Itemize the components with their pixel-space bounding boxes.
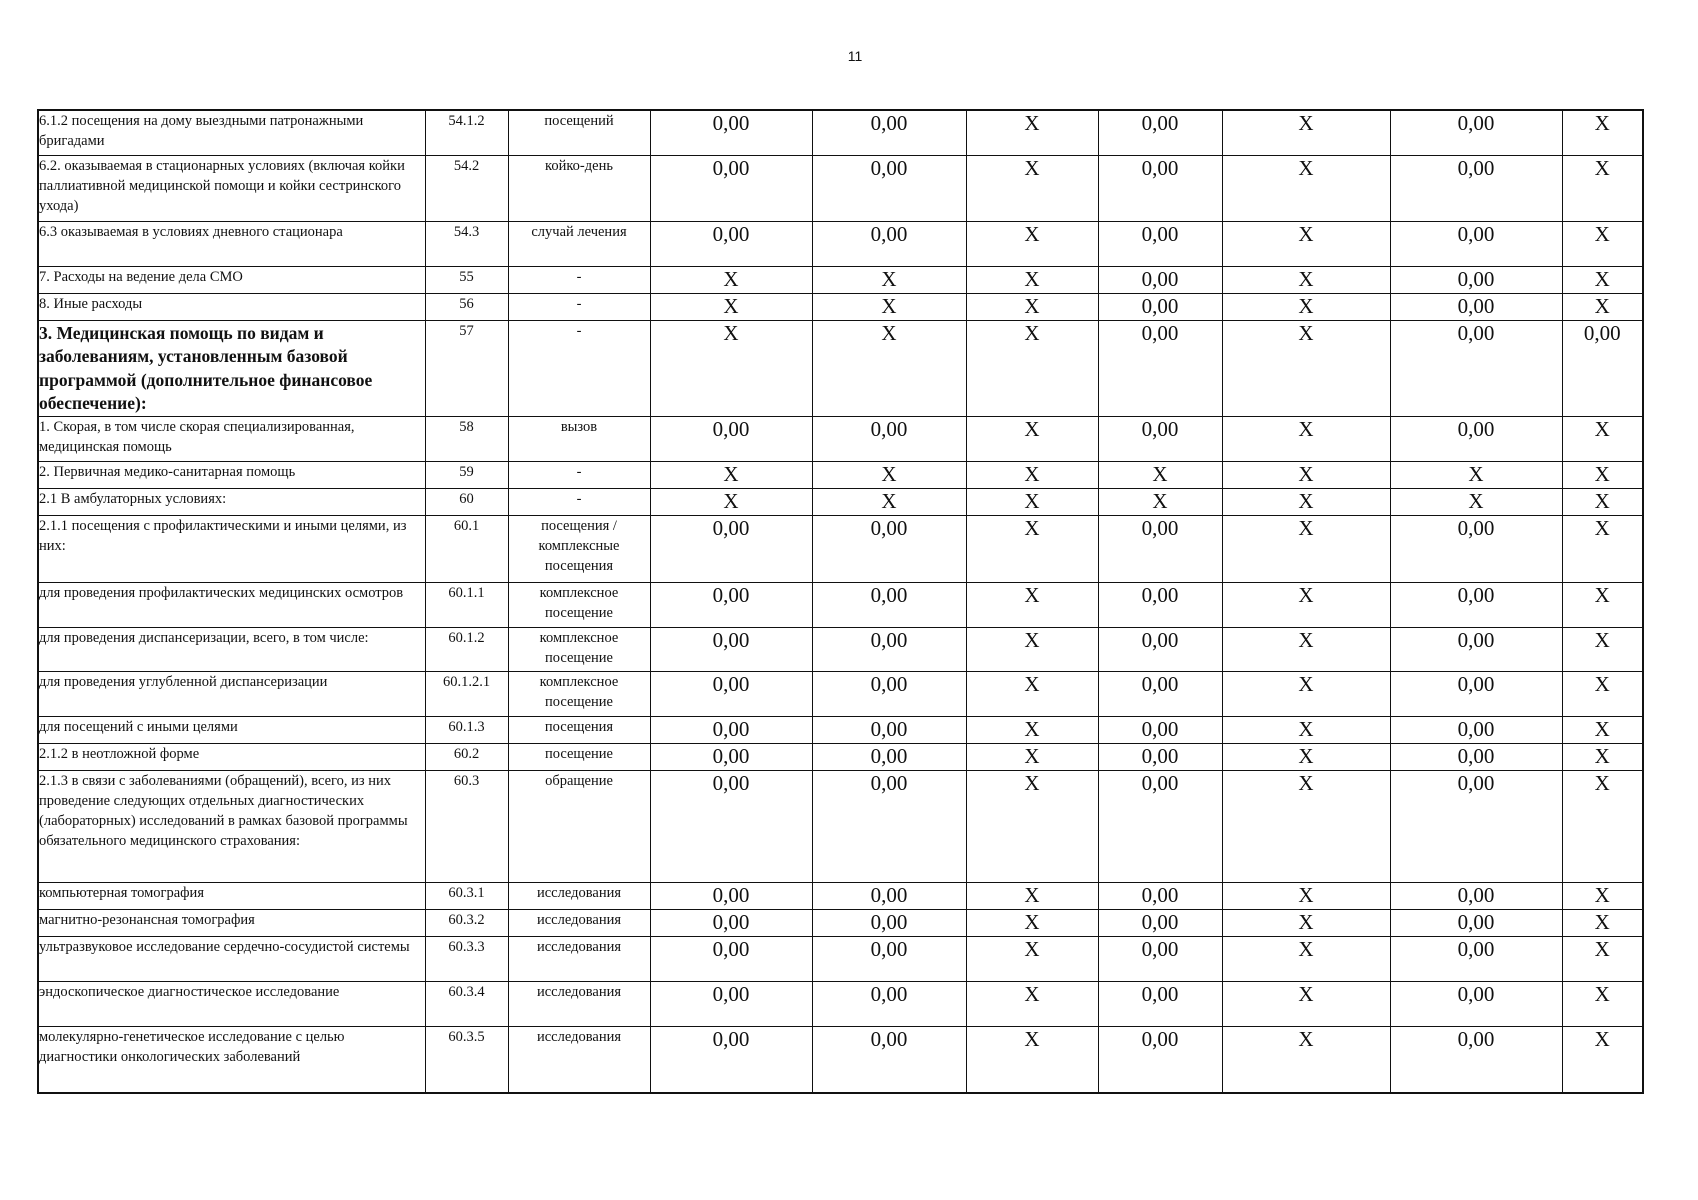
row-name-cell: 2. Первичная медико-санитарная помощь (38, 461, 425, 488)
row-unit-cell: комплексное посещение (508, 582, 650, 627)
row-value-cell: X (1562, 266, 1643, 293)
financing-table (37, 109, 1644, 1094)
row-code-cell: 54.1.2 (425, 110, 508, 155)
row-value-cell: X (1562, 293, 1643, 320)
row-value-cell: 0,00 (650, 671, 812, 716)
row-value-cell: 0,00 (1098, 293, 1222, 320)
row-value-cell: X (966, 155, 1098, 221)
row-name-cell: компьютерная томография (38, 882, 425, 909)
row-unit-cell: исследования (508, 909, 650, 936)
row-value-cell: 0,00 (1098, 221, 1222, 266)
row-value-cell: 0,00 (812, 416, 966, 461)
table-row (38, 293, 1643, 320)
row-name-cell: магнитно-резонансная томография (38, 909, 425, 936)
row-code-cell: 60.1.2.1 (425, 671, 508, 716)
row-value-cell: 0,00 (1390, 671, 1562, 716)
row-unit-cell: исследования (508, 936, 650, 981)
row-value-cell: X (1098, 488, 1222, 515)
row-value-cell: X (812, 293, 966, 320)
table-row (38, 461, 1643, 488)
row-value-cell: X (966, 981, 1098, 1026)
row-value-cell: 0,00 (650, 770, 812, 882)
row-value-cell: X (1222, 416, 1390, 461)
row-unit-cell: вызов (508, 416, 650, 461)
row-name-cell: 2.1.1 посещения с профилактическими и иными целями, из них: (38, 515, 425, 582)
row-code-cell: 60.3.2 (425, 909, 508, 936)
row-name-cell: 6.2. оказываемая в стационарных условиях (включая койки паллиативной медицинской помощи и койки сестринского ухода) (38, 155, 425, 221)
row-value-cell: 0,00 (1098, 320, 1222, 416)
row-value-cell: 0,00 (1098, 909, 1222, 936)
table-row (38, 488, 1643, 515)
row-value-cell: 0,00 (1390, 155, 1562, 221)
row-unit-cell: - (508, 293, 650, 320)
table-row (38, 743, 1643, 770)
table-row (38, 1026, 1643, 1093)
row-value-cell: 0,00 (1390, 582, 1562, 627)
row-code-cell: 60.1 (425, 515, 508, 582)
row-value-cell: 0,00 (1098, 743, 1222, 770)
row-value-cell: X (1222, 716, 1390, 743)
row-value-cell: X (966, 221, 1098, 266)
table-row (38, 320, 1643, 416)
table-row (38, 582, 1643, 627)
row-unit-cell: исследования (508, 981, 650, 1026)
row-value-cell: X (1098, 461, 1222, 488)
row-unit-cell: - (508, 488, 650, 515)
row-value-cell: 0,00 (812, 1026, 966, 1093)
row-value-cell: X (966, 461, 1098, 488)
row-value-cell: X (1562, 882, 1643, 909)
row-value-cell: 0,00 (812, 936, 966, 981)
row-value-cell: X (812, 320, 966, 416)
table-row (38, 221, 1643, 266)
row-value-cell: X (966, 909, 1098, 936)
row-value-cell: 0,00 (650, 1026, 812, 1093)
row-value-cell: 0,00 (1098, 416, 1222, 461)
row-value-cell: X (1222, 293, 1390, 320)
row-value-cell: 0,00 (1098, 155, 1222, 221)
row-value-cell: X (1562, 770, 1643, 882)
table-body (38, 110, 1643, 1093)
row-name-cell: для проведения профилактических медицинских осмотров (38, 582, 425, 627)
row-code-cell: 54.3 (425, 221, 508, 266)
row-value-cell: 0,00 (650, 515, 812, 582)
row-unit-cell: исследования (508, 1026, 650, 1093)
row-code-cell: 60.3 (425, 770, 508, 882)
row-value-cell: X (1562, 909, 1643, 936)
row-name-cell: молекулярно-генетическое исследование с целью диагностики онкологических заболеваний (38, 1026, 425, 1093)
row-value-cell: X (1222, 488, 1390, 515)
row-value-cell: X (1390, 488, 1562, 515)
row-value-cell: 0,00 (1098, 627, 1222, 671)
row-value-cell: 0,00 (650, 221, 812, 266)
row-value-cell: X (1222, 909, 1390, 936)
row-value-cell: 0,00 (1390, 266, 1562, 293)
row-value-cell: X (650, 461, 812, 488)
row-value-cell: X (1562, 627, 1643, 671)
row-value-cell: X (812, 266, 966, 293)
row-value-cell: X (1562, 461, 1643, 488)
row-value-cell: 0,00 (1390, 981, 1562, 1026)
row-value-cell: X (1222, 743, 1390, 770)
row-value-cell: 0,00 (1390, 515, 1562, 582)
row-value-cell: X (966, 582, 1098, 627)
row-value-cell: X (812, 488, 966, 515)
row-value-cell: X (1222, 936, 1390, 981)
row-value-cell: X (966, 110, 1098, 155)
row-name-cell: 8. Иные расходы (38, 293, 425, 320)
row-value-cell: X (966, 1026, 1098, 1093)
row-value-cell: X (1222, 110, 1390, 155)
row-value-cell: X (1562, 488, 1643, 515)
row-code-cell: 58 (425, 416, 508, 461)
row-value-cell: X (1562, 582, 1643, 627)
row-name-cell: 1. Скорая, в том числе скорая специализированная, медицинская помощь (38, 416, 425, 461)
row-name-cell: для проведения углубленной диспансеризации (38, 671, 425, 716)
row-unit-cell: исследования (508, 882, 650, 909)
row-value-cell: X (1562, 1026, 1643, 1093)
row-value-cell: 0,00 (812, 221, 966, 266)
row-value-cell: X (1562, 221, 1643, 266)
row-name-cell: ультразвуковое исследование сердечно-сосудистой системы (38, 936, 425, 981)
row-value-cell: 0,00 (1098, 582, 1222, 627)
table-row (38, 770, 1643, 882)
row-value-cell: 0,00 (812, 582, 966, 627)
row-value-cell: X (1222, 981, 1390, 1026)
table-row (38, 981, 1643, 1026)
row-code-cell: 60.1.2 (425, 627, 508, 671)
row-code-cell: 60.1.3 (425, 716, 508, 743)
row-code-cell: 60.3.3 (425, 936, 508, 981)
row-value-cell: X (966, 671, 1098, 716)
row-value-cell: X (966, 293, 1098, 320)
row-name-cell: 3. Медицинская помощь по видам и заболеваниям, установленным базовой программой (дополнительное финансовое обеспечение): (38, 320, 425, 416)
row-value-cell: X (1562, 981, 1643, 1026)
row-unit-cell: - (508, 266, 650, 293)
row-value-cell: X (1222, 266, 1390, 293)
row-value-cell: 0,00 (1390, 627, 1562, 671)
row-value-cell: X (650, 293, 812, 320)
row-value-cell: 0,00 (650, 110, 812, 155)
row-code-cell: 60.3.5 (425, 1026, 508, 1093)
row-value-cell: 0,00 (812, 882, 966, 909)
row-value-cell: 0,00 (1098, 981, 1222, 1026)
row-value-cell: 0,00 (1390, 320, 1562, 416)
row-value-cell: 0,00 (1098, 110, 1222, 155)
row-code-cell: 60.3.4 (425, 981, 508, 1026)
row-code-cell: 59 (425, 461, 508, 488)
row-value-cell: X (1222, 155, 1390, 221)
row-unit-cell: койко-день (508, 155, 650, 221)
row-name-cell: 6.1.2 посещения на дому выездными патронажными бригадами (38, 110, 425, 155)
row-value-cell: 0,00 (1098, 716, 1222, 743)
row-value-cell: 0,00 (1098, 671, 1222, 716)
table-row (38, 882, 1643, 909)
row-value-cell: 0,00 (1390, 221, 1562, 266)
row-value-cell: X (1562, 155, 1643, 221)
row-unit-cell: - (508, 320, 650, 416)
row-unit-cell: случай лечения (508, 221, 650, 266)
row-code-cell: 60.3.1 (425, 882, 508, 909)
row-value-cell: 0,00 (1390, 110, 1562, 155)
row-value-cell: 0,00 (1390, 909, 1562, 936)
row-value-cell: X (966, 936, 1098, 981)
row-value-cell: 0,00 (1098, 515, 1222, 582)
row-value-cell: X (1222, 461, 1390, 488)
row-value-cell: 0,00 (1390, 1026, 1562, 1093)
row-value-cell: X (966, 320, 1098, 416)
row-value-cell: 0,00 (812, 770, 966, 882)
row-value-cell: X (966, 488, 1098, 515)
row-value-cell: 0,00 (1390, 770, 1562, 882)
row-value-cell: 0,00 (812, 155, 966, 221)
row-value-cell: 0,00 (812, 981, 966, 1026)
row-value-cell: X (966, 515, 1098, 582)
row-value-cell: 0,00 (650, 909, 812, 936)
row-value-cell: X (1562, 515, 1643, 582)
row-code-cell: 54.2 (425, 155, 508, 221)
row-code-cell: 60 (425, 488, 508, 515)
row-value-cell: 0,00 (1390, 416, 1562, 461)
row-value-cell: X (650, 320, 812, 416)
row-value-cell: 0,00 (812, 671, 966, 716)
row-unit-cell: посещения (508, 716, 650, 743)
row-value-cell: 0,00 (812, 627, 966, 671)
table-row (38, 716, 1643, 743)
row-unit-cell: посещения / комплексные посещения (508, 515, 650, 582)
row-value-cell: 0,00 (1098, 770, 1222, 882)
row-value-cell: X (1390, 461, 1562, 488)
row-code-cell: 56 (425, 293, 508, 320)
row-unit-cell: комплексное посещение (508, 627, 650, 671)
table-row (38, 936, 1643, 981)
row-value-cell: 0,00 (650, 716, 812, 743)
row-value-cell: 0,00 (812, 110, 966, 155)
table-row (38, 155, 1643, 221)
row-value-cell: 0,00 (650, 936, 812, 981)
row-value-cell: X (966, 882, 1098, 909)
row-value-cell: X (1222, 882, 1390, 909)
row-unit-cell: обращение (508, 770, 650, 882)
row-value-cell: 0,00 (650, 416, 812, 461)
table-row (38, 909, 1643, 936)
row-code-cell: 60.1.1 (425, 582, 508, 627)
row-name-cell: для проведения диспансеризации, всего, в том числе: (38, 627, 425, 671)
row-value-cell: X (1222, 221, 1390, 266)
row-value-cell: X (966, 716, 1098, 743)
row-value-cell: 0,00 (1390, 882, 1562, 909)
table-row (38, 671, 1643, 716)
row-name-cell: 2.1.3 в связи с заболеваниями (обращений), всего, из них проведение следующих отдельных диагностических (лабораторных) исследований в рамках базовой программы обязательного медицинского страхования: (38, 770, 425, 882)
table-row (38, 416, 1643, 461)
row-value-cell: X (1562, 936, 1643, 981)
row-value-cell: X (966, 743, 1098, 770)
row-code-cell: 60.2 (425, 743, 508, 770)
row-value-cell: X (1222, 515, 1390, 582)
row-value-cell: 0,00 (1390, 743, 1562, 770)
table-row (38, 515, 1643, 582)
row-name-cell: 7. Расходы на ведение дела СМО (38, 266, 425, 293)
row-value-cell: X (1562, 671, 1643, 716)
row-value-cell: X (966, 416, 1098, 461)
page-number: 11 (847, 48, 863, 64)
row-value-cell: X (650, 488, 812, 515)
row-name-cell: для посещений с иными целями (38, 716, 425, 743)
row-value-cell: 0,00 (1390, 293, 1562, 320)
row-value-cell: 0,00 (812, 515, 966, 582)
row-value-cell: 0,00 (1098, 936, 1222, 981)
row-value-cell: X (1222, 627, 1390, 671)
table-row (38, 266, 1643, 293)
row-value-cell: 0,00 (1390, 936, 1562, 981)
row-value-cell: X (1222, 582, 1390, 627)
row-value-cell: 0,00 (650, 882, 812, 909)
row-value-cell: X (1562, 716, 1643, 743)
row-value-cell: 0,00 (650, 981, 812, 1026)
row-value-cell: X (1222, 671, 1390, 716)
row-unit-cell: посещений (508, 110, 650, 155)
row-value-cell: 0,00 (812, 716, 966, 743)
row-value-cell: X (1222, 1026, 1390, 1093)
row-value-cell: 0,00 (650, 582, 812, 627)
row-value-cell: 0,00 (1098, 266, 1222, 293)
row-value-cell: X (1562, 416, 1643, 461)
row-value-cell: X (966, 627, 1098, 671)
row-value-cell: 0,00 (1098, 882, 1222, 909)
row-value-cell: 0,00 (1390, 716, 1562, 743)
row-value-cell: 0,00 (650, 155, 812, 221)
table-row (38, 110, 1643, 155)
row-value-cell: 0,00 (812, 909, 966, 936)
row-value-cell: X (1562, 743, 1643, 770)
row-value-cell: X (650, 266, 812, 293)
row-unit-cell: комплексное посещение (508, 671, 650, 716)
row-unit-cell: посещение (508, 743, 650, 770)
row-name-cell: эндоскопическое диагностическое исследование (38, 981, 425, 1026)
row-value-cell: 0,00 (650, 627, 812, 671)
row-value-cell: X (966, 266, 1098, 293)
row-value-cell: 0,00 (650, 743, 812, 770)
row-value-cell: 0,00 (1562, 320, 1643, 416)
row-value-cell: 0,00 (812, 743, 966, 770)
row-unit-cell: - (508, 461, 650, 488)
row-value-cell: X (812, 461, 966, 488)
row-name-cell: 6.3 оказываемая в условиях дневного стационара (38, 221, 425, 266)
row-code-cell: 55 (425, 266, 508, 293)
row-code-cell: 57 (425, 320, 508, 416)
row-value-cell: 0,00 (1098, 1026, 1222, 1093)
table-row (38, 627, 1643, 671)
row-value-cell: X (1222, 770, 1390, 882)
row-name-cell: 2.1 В амбулаторных условиях: (38, 488, 425, 515)
row-name-cell: 2.1.2 в неотложной форме (38, 743, 425, 770)
row-value-cell: X (966, 770, 1098, 882)
row-value-cell: X (1222, 320, 1390, 416)
row-value-cell: X (1562, 110, 1643, 155)
